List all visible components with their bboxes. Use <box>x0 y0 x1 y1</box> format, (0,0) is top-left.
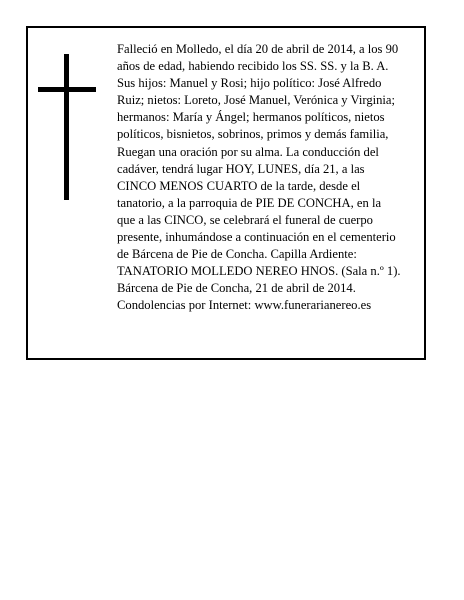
obituary-line: presente, inhumándose a continuación en el cementerio <box>117 230 396 245</box>
obituary-line: tanatorio, a la parroquia de PIE DE CONCHA, en la <box>117 195 382 210</box>
obituary-line: CINCO MENOS CUARTO de la tarde, desde el <box>117 178 361 193</box>
obituary-line: de Bárcena de Pie de Concha. Capilla Ardiente: <box>117 247 357 262</box>
obituary-line: cadáver, tendrá lugar HOY, LUNES, día 21, a las <box>117 161 365 176</box>
obituary-line: políticos, bisnietos, sobrinos, primos y demás familia, <box>117 127 389 142</box>
obituary-line: hermanos: María y Ángel; hermanos políticos, nietos <box>117 110 385 125</box>
obituary-line: que a las CINCO, se celebrará el funeral de cuerpo <box>117 212 373 227</box>
obituary-line: años de edad, habiendo recibido los SS. SS. y la B. A. <box>117 59 389 74</box>
obituary-notice-frame <box>26 26 426 360</box>
obituary-line: TANATORIO MOLLEDO NEREO HNOS. (Sala n.º 1). <box>117 264 401 279</box>
cross-icon <box>38 54 98 200</box>
obituary-line: Falleció en Molledo, el día 20 de abril de 2014, a los 90 <box>117 42 399 56</box>
obituary-text <box>117 41 417 315</box>
obituary-line: Bárcena de Pie de Concha, 21 de abril de 2014. <box>117 281 356 296</box>
obituary-line: Sus hijos: Manuel y Rosi; hijo político: José Alfredo <box>117 76 382 91</box>
obituary-line: Condolencias por Internet: www.funerarianereo.es <box>117 298 372 313</box>
obituary-line: Ruiz; nietos: Loreto, José Manuel, Verónica y Virginia; <box>117 93 396 108</box>
obituary-line: Ruegan una oración por su alma. La conducción del <box>117 144 379 159</box>
